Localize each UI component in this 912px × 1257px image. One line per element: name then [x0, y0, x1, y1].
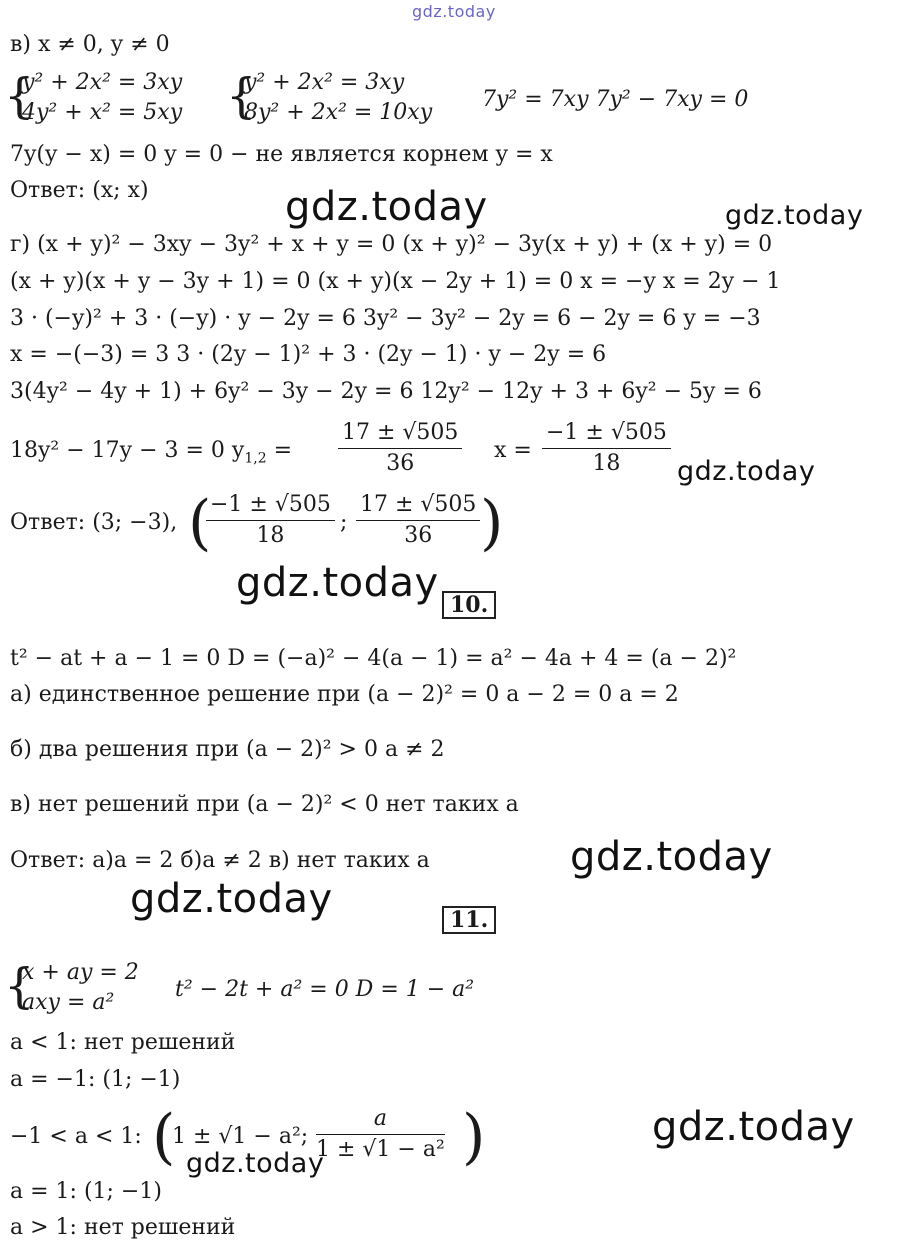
equation-line: t² − 2t + a² = 0 D = 1 − a²: [175, 977, 475, 1002]
fraction-denominator: 36: [404, 523, 433, 548]
system-brace: {: [4, 68, 35, 124]
equation-line: x = −(−3) = 3 3 · (2y − 1)² + 3 · (2y − 1) · y − 2y = 6: [10, 342, 607, 367]
watermark: gdz.today: [725, 200, 864, 231]
right-paren: ): [462, 1102, 486, 1172]
case-b: б) два решения при (a − 2)² > 0 a ≠ 2: [10, 737, 445, 762]
watermark-top: gdz.today: [412, 2, 496, 21]
case-c: в) нет решений при (a − 2)² < 0 нет таких a: [10, 792, 519, 817]
system-brace: {: [226, 68, 257, 124]
case-fraction: [316, 1104, 445, 1165]
x-label: x =: [494, 438, 532, 463]
equation-line: (x + y)(x + y − 3y + 1) = 0 (x + y)(x − 2y + 1) = 0 x = −y x = 2y − 1: [10, 269, 781, 294]
fraction-denominator: 18: [256, 523, 285, 548]
watermark: gdz.today: [130, 876, 333, 922]
equation-line: 3 · (−y)² + 3 · (−y) · y − 2y = 6 3y² − 3y² − 2y = 6 − 2y = 6 y = −3: [10, 306, 761, 331]
answer-prefix: Ответ: (3; −3),: [10, 510, 178, 535]
watermark: gdz.today: [285, 184, 488, 230]
system-11: [22, 958, 139, 1018]
right-paren: ): [480, 488, 504, 558]
answer-fraction-x: [206, 490, 335, 551]
fraction-numerator: −1 ± √505: [206, 490, 335, 521]
case-prefix: −1 < a < 1:: [10, 1124, 142, 1149]
condition-line: в) x ≠ 0, y ≠ 0: [10, 32, 170, 57]
equation-line: t² − at + a − 1 = 0 D = (−a)² − 4(a − 1) = a² − 4a + 4 = (a − 2)²: [10, 646, 737, 671]
watermark: gdz.today: [652, 1104, 855, 1150]
fraction-numerator: 17 ± √505: [338, 418, 462, 449]
fraction-y: [338, 418, 462, 479]
task-number: 11.: [442, 906, 496, 934]
watermark: gdz.today: [570, 834, 773, 880]
system-1-eq-1: y² + 2x² = 3xy: [22, 70, 183, 95]
subscript: 1,2: [244, 450, 267, 467]
watermark: gdz.today: [236, 560, 439, 606]
equation-line: [10, 436, 292, 473]
system-1-eq-2: 4y² + x² = 5xy: [22, 100, 183, 125]
system-brace: {: [4, 958, 35, 1014]
case-line: a = 1: (1; −1): [10, 1179, 162, 1204]
left-paren: (: [152, 1102, 176, 1172]
equals-sign: =: [266, 438, 293, 463]
system-2: [244, 68, 432, 128]
system-2-eq-1: y² + 2x² = 3xy: [244, 70, 405, 95]
fraction-denominator: 36: [386, 451, 415, 476]
task-number: 10.: [442, 591, 496, 619]
case-a: а) единственное решение при (a − 2)² = 0 a − 2 = 0 a = 2: [10, 682, 679, 707]
equation-line: г) (x + y)² − 3xy − 3y² + x + y = 0 (x + y)² − 3y(x + y) + (x + y) = 0: [10, 232, 773, 257]
case-line: a < 1: нет решений: [10, 1030, 236, 1055]
answer-line: Ответ: а)a = 2 б)a ≠ 2 в) нет таких a: [10, 848, 430, 873]
separator: ;: [340, 510, 348, 535]
watermark: gdz.today: [677, 456, 816, 487]
system-2-eq-2: 8y² + 2x² = 10xy: [244, 100, 433, 125]
watermark: gdz.today: [186, 1148, 325, 1179]
left-paren: (: [188, 488, 212, 558]
system-1: [22, 68, 182, 128]
fraction-numerator: a: [316, 1104, 445, 1135]
fraction-denominator: 1 ± √1 − a²: [316, 1137, 445, 1162]
fraction-numerator: 17 ± √505: [356, 490, 480, 521]
case-line: a > 1: нет решений: [10, 1215, 236, 1240]
answer-fraction-y: [356, 490, 480, 551]
case-first: 1 ± √1 − a²;: [172, 1124, 309, 1149]
system-eq-1: x + ay = 2: [22, 960, 139, 985]
fraction-numerator: −1 ± √505: [542, 418, 671, 449]
fraction-denominator: 18: [592, 451, 621, 476]
equation-line: 7y(y − x) = 0 y = 0 − не является корнем y = x: [10, 142, 553, 167]
case-line: a = −1: (1; −1): [10, 1067, 181, 1092]
equation-line: 3(4y² − 4y + 1) + 6y² − 3y − 2y = 6 12y² − 12y + 3 + 6y² − 5y = 6: [10, 379, 762, 404]
system-eq-2: axy = a²: [22, 990, 115, 1015]
equation-line: 7y² = 7xy 7y² − 7xy = 0: [482, 87, 749, 112]
fraction-x: [542, 418, 671, 479]
equation-text: 18y² − 17y − 3 = 0 y: [10, 438, 245, 463]
answer-line: Ответ: (x; x): [10, 178, 149, 203]
